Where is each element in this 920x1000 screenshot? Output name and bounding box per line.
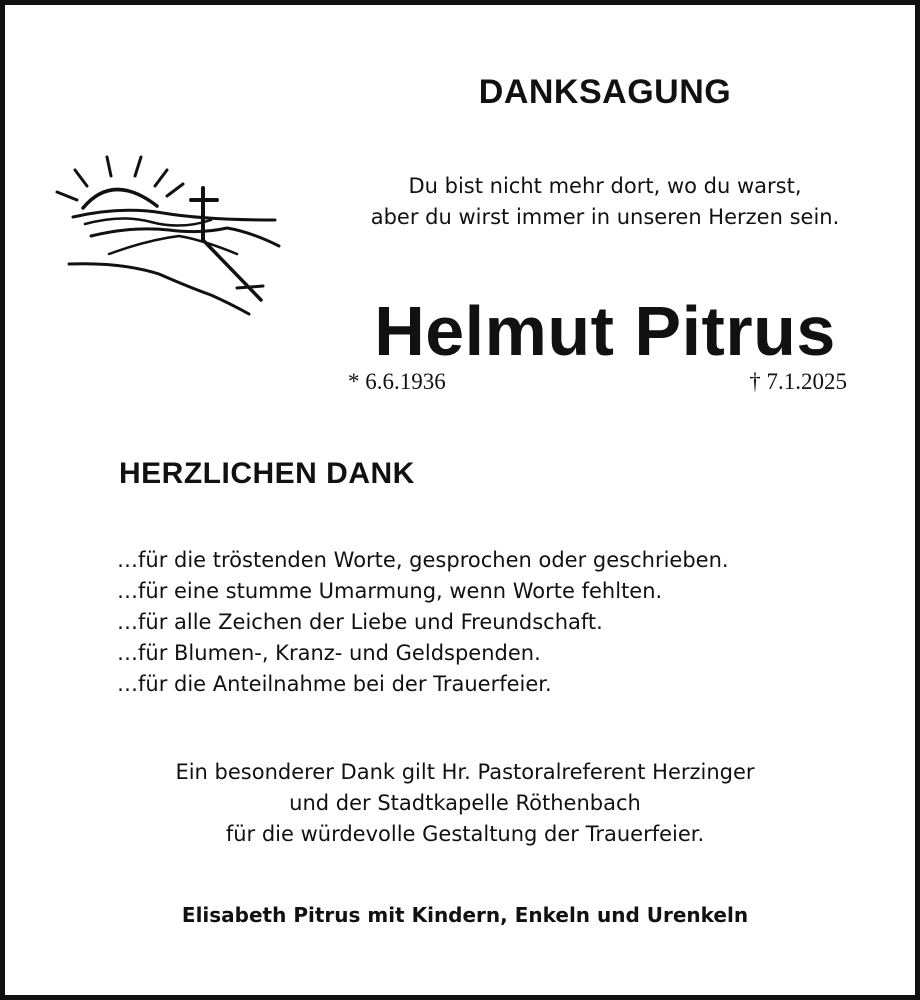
special-thanks-line: für die würdevolle Gestaltung der Trauerfeier.: [225, 822, 705, 846]
thanks-line: …für die tröstenden Worte, gesprochen oder geschrieben.: [117, 548, 729, 572]
deceased-name: Helmut Pitrus: [374, 292, 836, 370]
death-date: † 7.1.2025: [749, 369, 847, 394]
sunrise-hills-cross-icon: [51, 150, 291, 325]
memorial-quote: [305, 171, 905, 233]
special-thanks: [65, 757, 865, 850]
special-thanks-line: Ein besonderer Dank gilt Hr. Pastoralreferent Herzinger: [175, 760, 755, 784]
thanks-line: …für Blumen-, Kranz- und Geldspenden.: [117, 641, 541, 665]
thanks-list: [117, 545, 729, 700]
thanks-line: …für alle Zeichen der Liebe und Freundschaft.: [117, 610, 603, 634]
memorial-quote-line: Du bist nicht mehr dort, wo du warst,: [408, 174, 802, 198]
birth-date: * 6.6.1936: [348, 369, 446, 394]
special-thanks-line: und der Stadtkapelle Röthenbach: [289, 791, 641, 815]
thanks-heading: HERZLICHEN DANK: [119, 457, 415, 490]
family-signature: Elisabeth Pitrus mit Kindern, Enkeln und Urenkeln: [181, 903, 749, 927]
notice-heading: DANKSAGUNG: [478, 73, 732, 111]
thanks-line: …für die Anteilnahme bei der Trauerfeier.: [117, 672, 552, 696]
thanks-line: …für eine stumme Umarmung, wenn Worte fehlten.: [117, 579, 663, 603]
memorial-quote-line: aber du wirst immer in unseren Herzen sein.: [370, 205, 840, 229]
